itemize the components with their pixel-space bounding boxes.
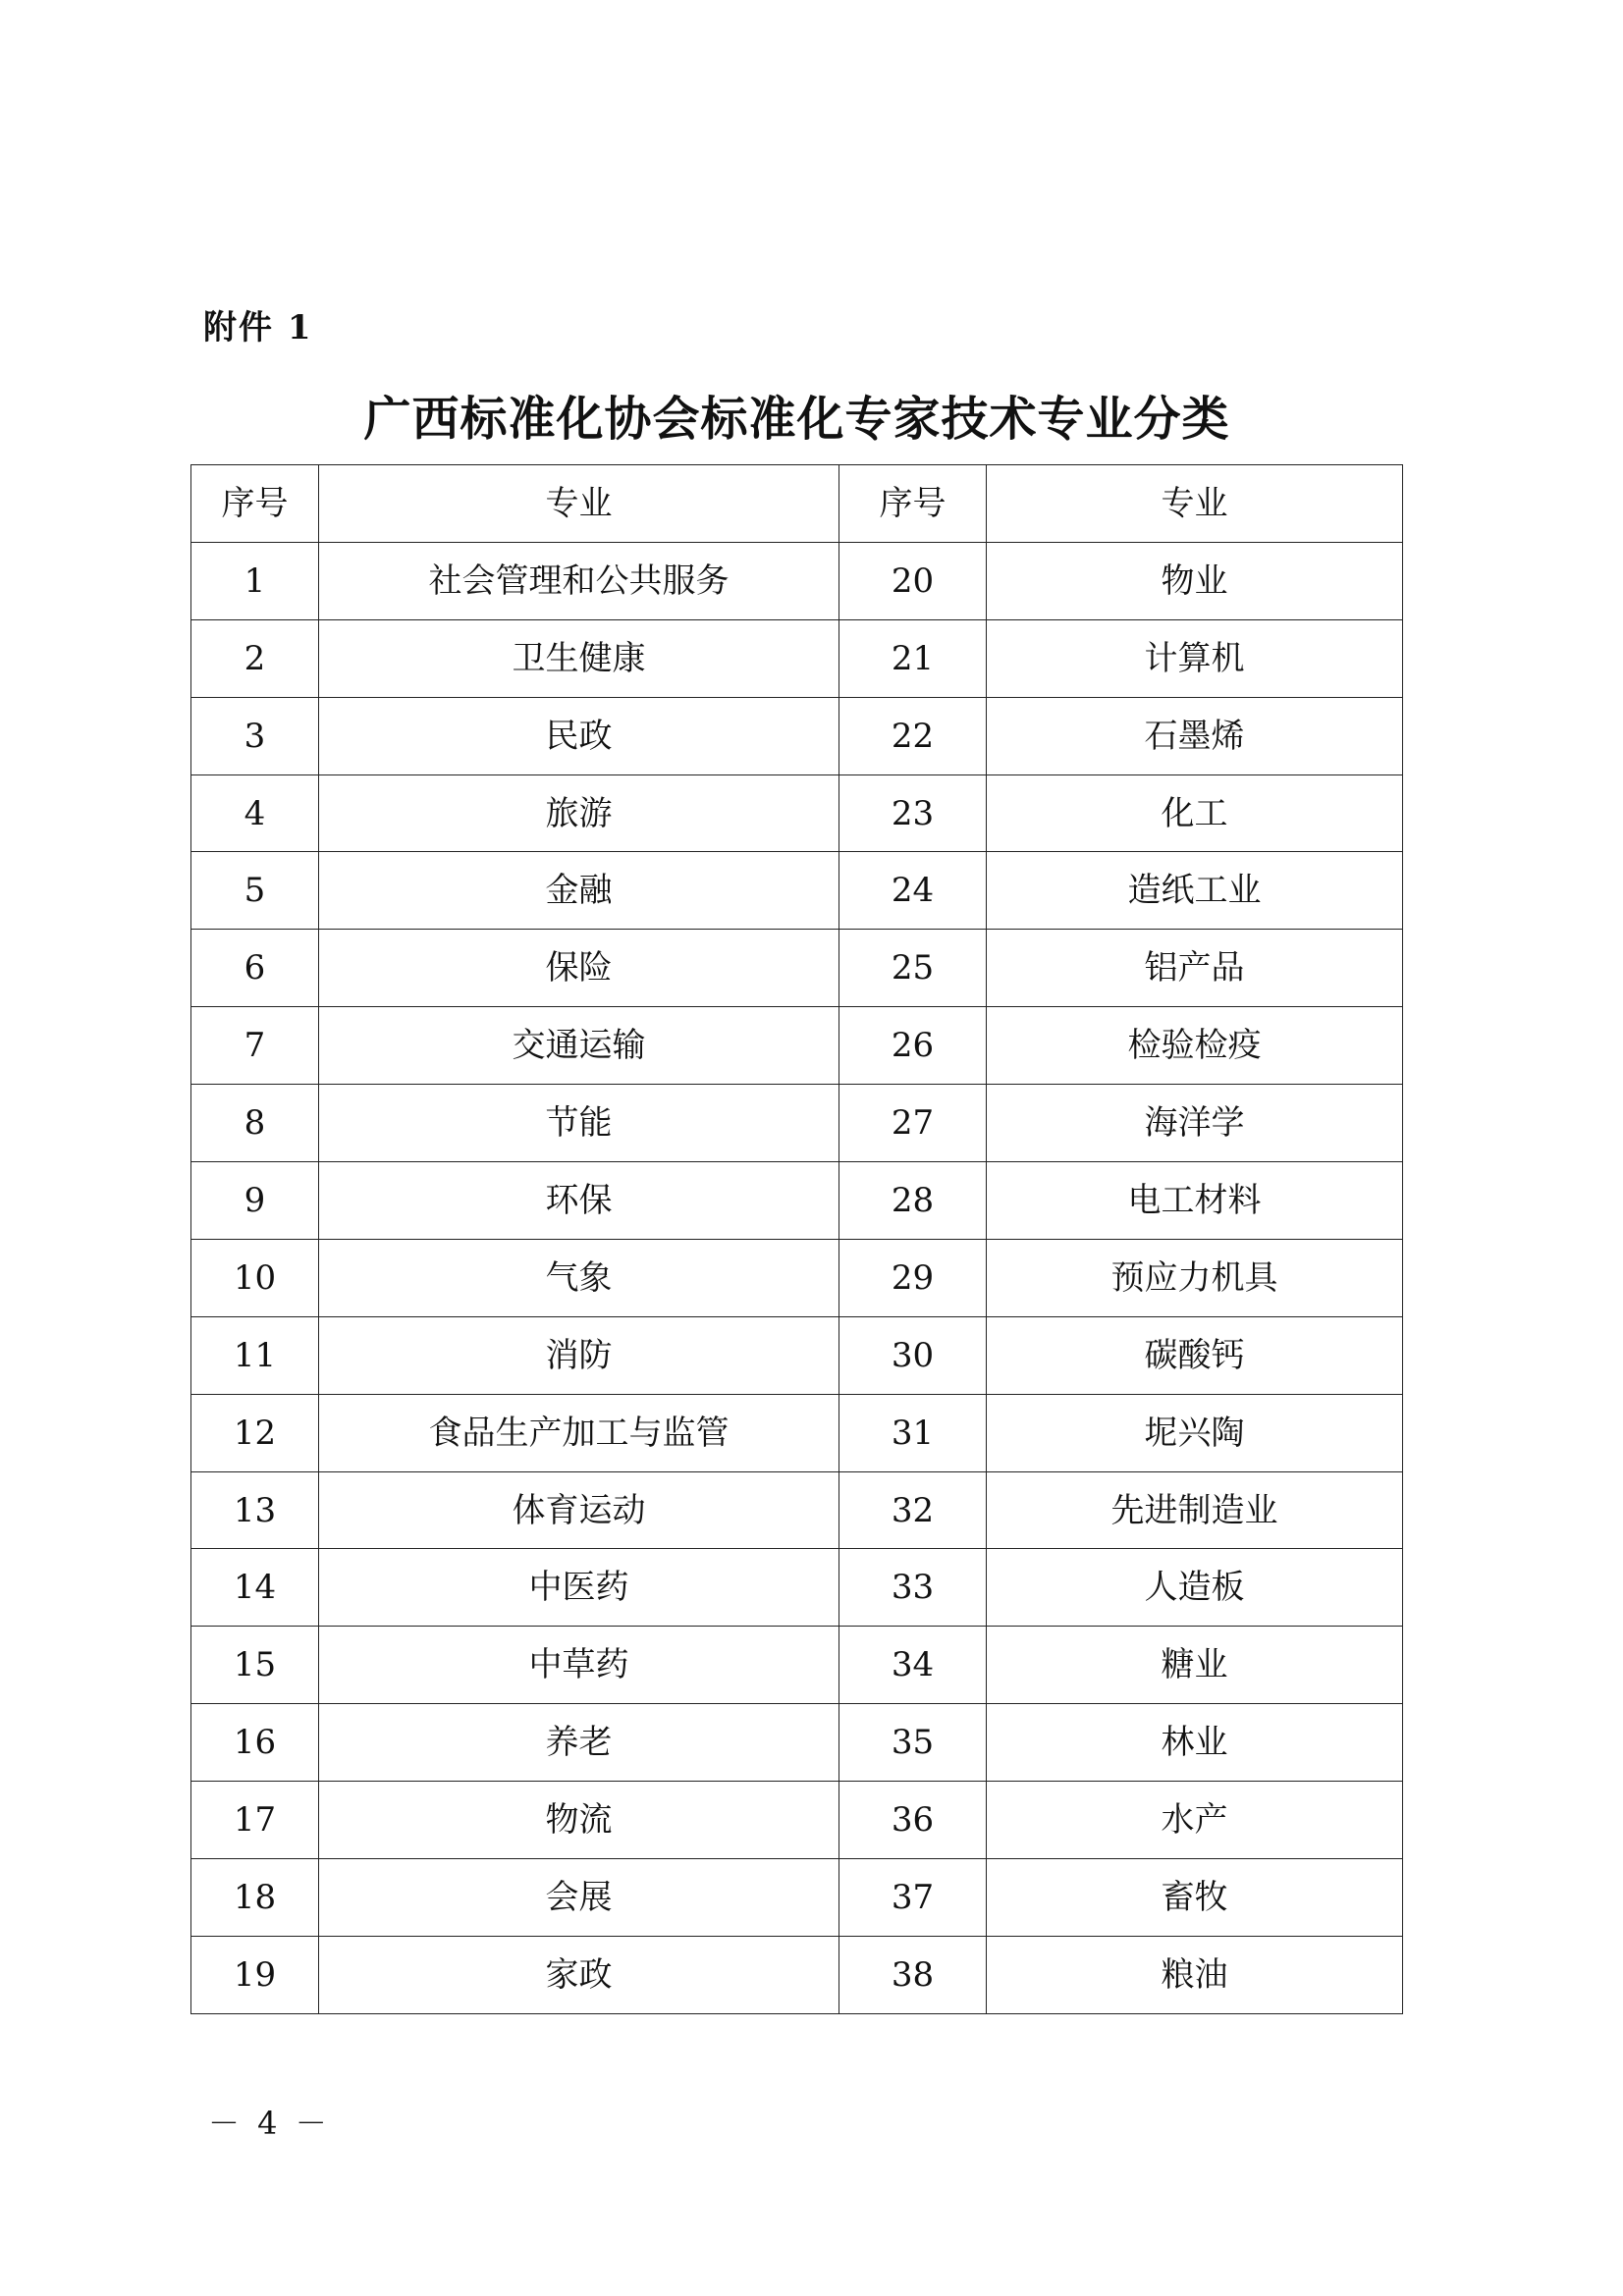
row-number-b: 24: [839, 852, 987, 930]
row-specialty-a: 旅游: [319, 774, 839, 852]
row-specialty-a: 物流: [319, 1782, 839, 1859]
row-specialty-a: 中草药: [319, 1627, 839, 1704]
row-specialty-b: 石墨烯: [987, 697, 1403, 774]
row-number-a: 10: [191, 1239, 319, 1316]
table-row: [191, 1007, 1403, 1085]
row-number-b: 28: [839, 1162, 987, 1240]
row-number-a: 13: [191, 1471, 319, 1549]
row-specialty-a: 食品生产加工与监管: [319, 1394, 839, 1471]
row-number-b: 34: [839, 1627, 987, 1704]
row-specialty-b: 检验检疫: [987, 1007, 1403, 1085]
row-specialty-b: 计算机: [987, 619, 1403, 697]
row-number-a: 15: [191, 1627, 319, 1704]
row-specialty-b: 造纸工业: [987, 852, 1403, 930]
row-number-a: 2: [191, 619, 319, 697]
row-number-b: 37: [839, 1859, 987, 1937]
row-number-b: 38: [839, 1936, 987, 2013]
row-number-b: 30: [839, 1316, 987, 1394]
header-number-a: 序号: [191, 465, 319, 543]
row-number-a: 19: [191, 1936, 319, 2013]
row-number-a: 5: [191, 852, 319, 930]
table-row: [191, 619, 1403, 697]
row-number-b: 31: [839, 1394, 987, 1471]
header-specialty-a: 专业: [319, 465, 839, 543]
row-specialty-a: 卫生健康: [319, 619, 839, 697]
table-body: [191, 542, 1403, 2013]
row-number-a: 7: [191, 1007, 319, 1085]
row-specialty-a: 保险: [319, 930, 839, 1007]
table-row: [191, 1471, 1403, 1549]
row-specialty-b: 坭兴陶: [987, 1394, 1403, 1471]
row-number-a: 11: [191, 1316, 319, 1394]
row-specialty-a: 家政: [319, 1936, 839, 2013]
header-specialty-b: 专业: [987, 465, 1403, 543]
row-specialty-a: 消防: [319, 1316, 839, 1394]
row-number-a: 16: [191, 1704, 319, 1782]
row-number-a: 4: [191, 774, 319, 852]
row-specialty-b: 铝产品: [987, 930, 1403, 1007]
header-number-b: 序号: [839, 465, 987, 543]
page-title: 广西标准化协会标准化专家技术专业分类: [363, 392, 1230, 447]
page-number: － 4 －: [208, 2105, 331, 2142]
row-specialty-a: 民政: [319, 697, 839, 774]
row-specialty-b: 水产: [987, 1782, 1403, 1859]
attachment-label: 附件 1: [203, 308, 313, 347]
table-row: [191, 697, 1403, 774]
table-row: [191, 852, 1403, 930]
table-header-row: [191, 465, 1403, 543]
row-number-b: 26: [839, 1007, 987, 1085]
row-specialty-b: 电工材料: [987, 1162, 1403, 1240]
row-specialty-b: 粮油: [987, 1936, 1403, 2013]
table-row: [191, 1549, 1403, 1627]
row-number-a: 1: [191, 542, 319, 619]
row-specialty-a: 环保: [319, 1162, 839, 1240]
row-number-a: 12: [191, 1394, 319, 1471]
row-number-b: 33: [839, 1549, 987, 1627]
table-row: [191, 1782, 1403, 1859]
table-row: [191, 1936, 1403, 2013]
row-number-a: 8: [191, 1085, 319, 1162]
row-specialty-b: 预应力机具: [987, 1239, 1403, 1316]
table-row: [191, 1316, 1403, 1394]
row-number-a: 9: [191, 1162, 319, 1240]
row-number-a: 18: [191, 1859, 319, 1937]
row-number-a: 17: [191, 1782, 319, 1859]
row-number-b: 27: [839, 1085, 987, 1162]
row-specialty-a: 中医药: [319, 1549, 839, 1627]
row-specialty-b: 先进制造业: [987, 1471, 1403, 1549]
row-specialty-b: 林业: [987, 1704, 1403, 1782]
row-number-b: 22: [839, 697, 987, 774]
row-specialty-a: 交通运输: [319, 1007, 839, 1085]
row-specialty-b: 糖业: [987, 1627, 1403, 1704]
row-number-a: 6: [191, 930, 319, 1007]
table-row: [191, 1394, 1403, 1471]
row-specialty-b: 海洋学: [987, 1085, 1403, 1162]
row-specialty-b: 碳酸钙: [987, 1316, 1403, 1394]
table-row: [191, 774, 1403, 852]
table-row: [191, 542, 1403, 619]
row-specialty-a: 金融: [319, 852, 839, 930]
row-number-b: 21: [839, 619, 987, 697]
row-specialty-a: 体育运动: [319, 1471, 839, 1549]
row-specialty-b: 畜牧: [987, 1859, 1403, 1937]
row-specialty-b: 人造板: [987, 1549, 1403, 1627]
row-number-b: 35: [839, 1704, 987, 1782]
row-specialty-a: 气象: [319, 1239, 839, 1316]
table-row: [191, 1239, 1403, 1316]
row-specialty-b: 物业: [987, 542, 1403, 619]
row-number-b: 32: [839, 1471, 987, 1549]
table-row: [191, 1627, 1403, 1704]
row-number-b: 36: [839, 1782, 987, 1859]
table-row: [191, 1704, 1403, 1782]
row-number-b: 23: [839, 774, 987, 852]
row-number-a: 14: [191, 1549, 319, 1627]
row-number-a: 3: [191, 697, 319, 774]
specialty-table: [190, 464, 1403, 2014]
table-row: [191, 1162, 1403, 1240]
row-number-b: 20: [839, 542, 987, 619]
row-number-b: 25: [839, 930, 987, 1007]
row-specialty-a: 节能: [319, 1085, 839, 1162]
row-specialty-a: 社会管理和公共服务: [319, 542, 839, 619]
table-row: [191, 1085, 1403, 1162]
page-title-wrapper: [0, 385, 1623, 454]
table-row: [191, 1859, 1403, 1937]
row-specialty-a: 会展: [319, 1859, 839, 1937]
row-number-b: 29: [839, 1239, 987, 1316]
table-row: [191, 930, 1403, 1007]
row-specialty-a: 养老: [319, 1704, 839, 1782]
row-specialty-b: 化工: [987, 774, 1403, 852]
